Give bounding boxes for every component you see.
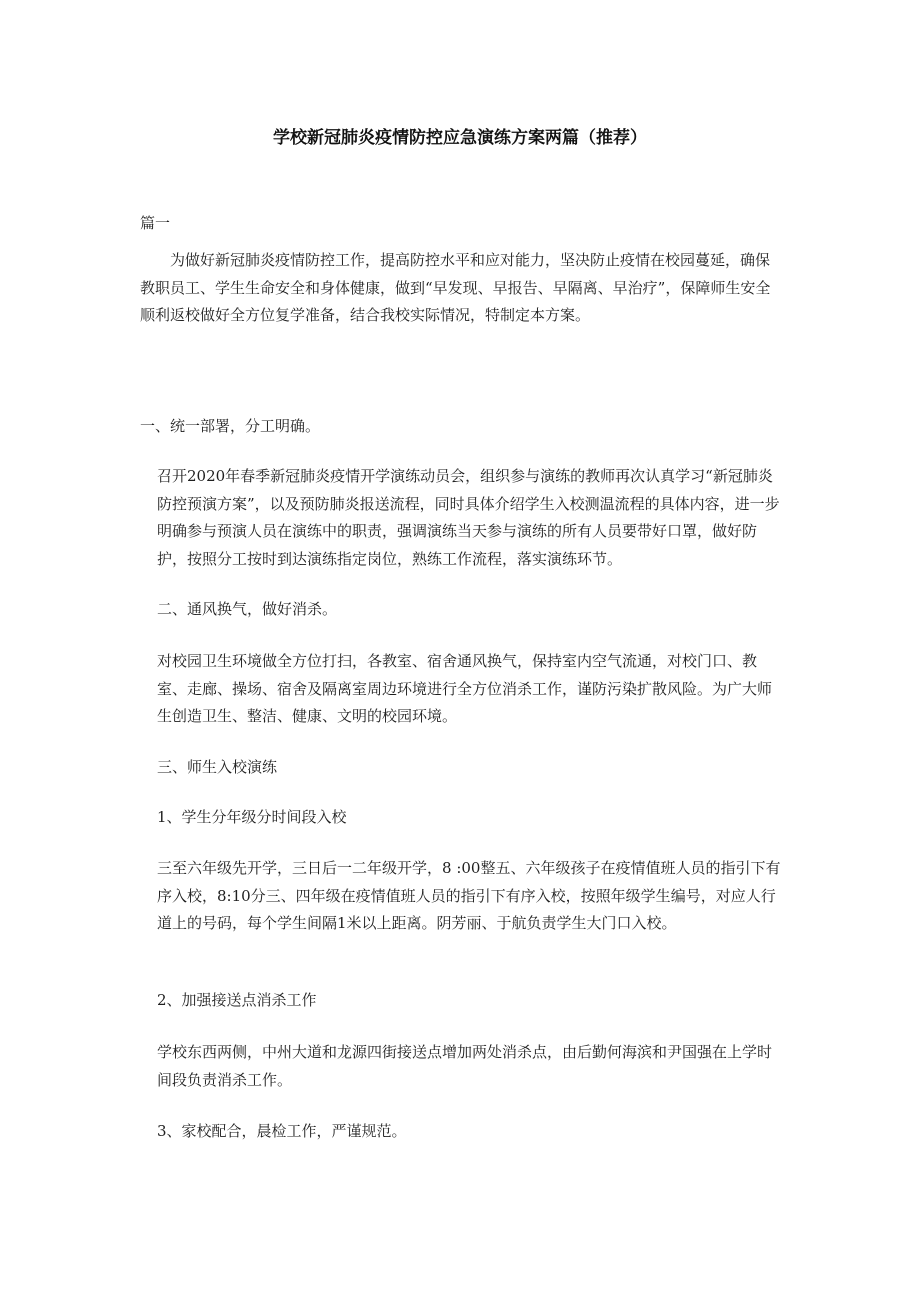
section-1-heading: 一、统一部署，分工明确。	[140, 417, 321, 435]
intro-paragraph: 为做好新冠肺炎疫情防控工作，提高防控水平和应对能力，坚决防止疫情在校园蔓延，确保教职员工、学生生命安全和身体健康，做到“早发现、早报告、早隔离、早治疗”，保障师生安全顺利返校做好全方位复学准备，结合我校实际情况，特制定本方案。	[140, 251, 771, 324]
section-3-heading: 三、师生入校演练	[157, 758, 278, 776]
subsection-3-heading: 3、家校配合，晨检工作，严谨规范。	[157, 1122, 407, 1140]
subsection-2-body: 学校东西两侧，中州大道和龙源四街接送点增加两处消杀点，由后勤何海滨和尹国强在上学时间段负责消杀工作。	[157, 1043, 773, 1089]
section-2-heading: 二、通风换气，做好消杀。	[157, 600, 338, 618]
document-title: 学校新冠肺炎疫情防控应急演练方案两篇（推荐）	[273, 128, 647, 148]
part-label: 篇一	[140, 214, 171, 232]
section-1-body: 召开2020年春季新冠肺炎疫情开学演练动员会，组织参与演练的教师再次认真学习“新冠肺炎防控预演方案”，以及预防肺炎报送流程，同时具体介绍学生入校测温流程的具体内容，进一步明确参与预演人员在演练中的职责，强调演练当天参与演练的所有人员要带好口罩，做好防护，按照分工按时到达演练指定岗位，熟练工作流程，落实演练环节。	[157, 467, 780, 568]
subsection-2-heading: 2、加强接送点消杀工作	[157, 991, 317, 1009]
subsection-1-body: 三至六年级先开学，三日后一二年级开学，8 :00整五、六年级孩子在疫情值班人员的指引下有序入校，8:10分三、四年级在疫情值班人员的指引下有序入校，按照年级学生编号，对应人行道上的号码，每个学生间隔1米以上距离。阴芳丽、于航负责学生大门口入校。	[157, 859, 781, 932]
subsection-1-heading: 1、学生分年级分时间段入校	[157, 808, 347, 826]
section-2-body: 对校园卫生环境做全方位打扫，各教室、宿舍通风换气，保持室内空气流通，对校门口、教室、走廊、操场、宿舍及隔离室周边环境进行全方位消杀工作，谨防污染扩散风险。为广大师生创造卫生、整洁、健康、文明的校园环境。	[157, 652, 773, 725]
